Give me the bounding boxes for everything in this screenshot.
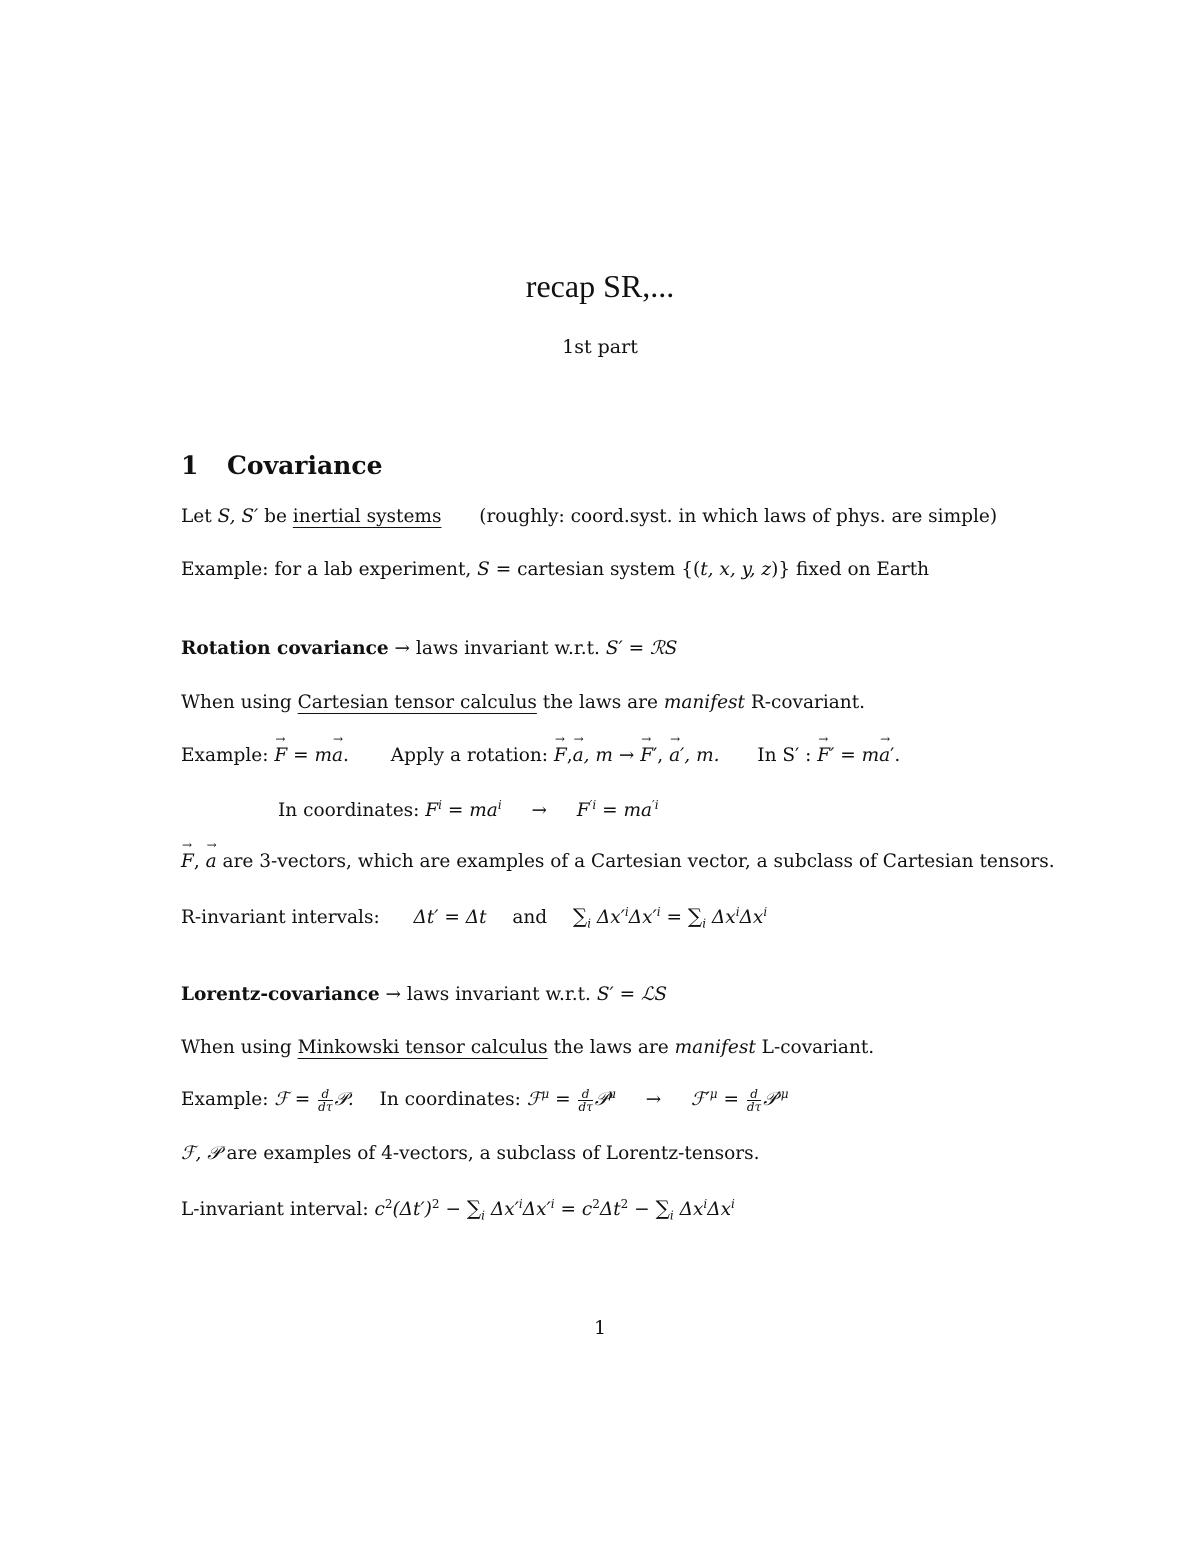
superscript: i	[731, 1196, 735, 1211]
paragraph-l-invariant-interval	[181, 1196, 735, 1223]
math: ℱ	[526, 1089, 542, 1111]
paragraph-lab-example	[181, 559, 929, 580]
paragraph-in-coordinates	[278, 798, 659, 821]
document-subtitle: 1st part	[562, 336, 638, 358]
text: Example:	[181, 1089, 269, 1111]
math: , m →	[583, 745, 635, 766]
math: ℱ, 𝒫	[181, 1143, 221, 1164]
text: are 3-vectors, which are examples of a Cartesian vector, a subclass of Cartesian tensors.	[222, 851, 1055, 872]
math: Δt	[599, 1199, 621, 1220]
math: S, S′	[217, 506, 259, 527]
superscript: 2	[620, 1196, 629, 1211]
math: ℛS	[650, 638, 678, 659]
paragraph-cartesian-tensor	[181, 692, 865, 713]
superscript: i	[624, 904, 629, 919]
text: Apply a rotation:	[390, 745, 549, 766]
math: Δx′	[522, 1199, 551, 1220]
math: =	[619, 984, 636, 1005]
math: =	[723, 1089, 739, 1111]
math: =	[666, 907, 683, 928]
text: be	[264, 506, 287, 527]
text: and	[512, 907, 548, 928]
sum-symbol: ∑	[655, 1196, 670, 1220]
text: In coordinates:	[278, 800, 420, 822]
math: Δx	[711, 907, 736, 928]
math: S′	[605, 638, 623, 659]
superscript: i	[656, 904, 661, 919]
vector-symbol: → F	[181, 851, 194, 872]
math: Δx	[707, 1199, 732, 1220]
text: When using	[181, 1037, 292, 1058]
vector-symbol: → a	[669, 745, 680, 766]
superscript: μ	[541, 1087, 550, 1101]
text: )} fixed on Earth	[771, 559, 930, 580]
superscript: μ	[780, 1087, 789, 1101]
math: =	[628, 638, 645, 659]
text: → laws invariant w.r.t.	[385, 984, 591, 1005]
math: F	[576, 800, 590, 822]
text: Let	[181, 506, 212, 527]
math: (Δt′)	[392, 1199, 432, 1220]
math: t, x, y, z	[700, 559, 772, 580]
text: In coordinates:	[379, 1089, 521, 1111]
math: S	[477, 559, 490, 580]
text: → laws invariant w.r.t.	[394, 638, 600, 659]
text: R-invariant intervals:	[181, 907, 380, 928]
math: Δt′ = Δt	[413, 907, 487, 928]
section-number: 1	[181, 451, 199, 480]
text: L-invariant interval:	[181, 1199, 369, 1220]
text: R-covariant.	[750, 692, 866, 713]
fraction: $\frac{d}{d\tau}$	[746, 1086, 762, 1114]
subscript: i	[481, 1208, 485, 1223]
vector-symbol: → F	[274, 745, 287, 766]
subscript: i	[587, 916, 592, 931]
section-title: Covariance	[227, 451, 383, 480]
text: are examples of 4-vectors, a subclass of Lorentz-tensors.	[226, 1143, 760, 1164]
superscript: ′i	[652, 798, 659, 812]
text: L-covariant.	[761, 1037, 875, 1058]
vector-symbol: → F	[554, 745, 567, 766]
math: = m	[293, 745, 333, 766]
vector-symbol: → a	[573, 745, 584, 766]
text: Example: for a lab experiment,	[181, 559, 472, 580]
math: 𝒫.	[334, 1089, 354, 1111]
superscript: i	[438, 798, 442, 812]
text: When using	[181, 692, 292, 713]
text: (roughly: coord.syst. in which laws of phys. are simple)	[479, 506, 998, 527]
math: ′,	[653, 745, 664, 766]
italic-term: manifest	[674, 1037, 756, 1058]
section-heading	[181, 451, 382, 480]
text: the laws are	[542, 692, 658, 713]
bold-term: Rotation covariance	[181, 638, 389, 659]
superscript: i	[497, 798, 502, 812]
arrow: →	[645, 1089, 662, 1111]
underlined-term: Cartesian tensor calculus	[297, 692, 537, 713]
math: In S′ :	[757, 745, 812, 766]
sum-symbol: ∑	[572, 904, 588, 928]
superscript: μ	[709, 1087, 718, 1101]
math: −	[445, 1199, 461, 1220]
paragraph-newton-example	[181, 745, 900, 766]
paragraph-four-force-example	[181, 1087, 789, 1113]
math: ,	[193, 851, 200, 872]
underlined-term: inertial systems	[292, 506, 442, 527]
page-number: 1	[593, 1317, 607, 1339]
paragraph-three-vectors	[181, 851, 1055, 872]
paragraph-inertial-systems	[181, 506, 997, 527]
math: c	[374, 1199, 385, 1220]
superscript: μ	[608, 1087, 616, 1101]
math: Δx′	[490, 1199, 519, 1220]
superscript: 2	[592, 1196, 600, 1211]
math: Δx′	[596, 907, 625, 928]
math: ℒS	[641, 984, 667, 1005]
math: Δx	[679, 1199, 704, 1220]
superscript: 2	[384, 1196, 393, 1211]
math: = ma	[447, 800, 498, 822]
superscript: ′i	[589, 798, 597, 812]
paragraph-r-invariant-intervals	[181, 904, 767, 931]
bold-term: Lorentz-covariance	[181, 984, 380, 1005]
math: F	[425, 800, 439, 822]
vector-symbol: → F	[817, 745, 830, 766]
math: 𝒫′	[763, 1089, 781, 1111]
superscript: i	[550, 1196, 555, 1211]
vector-symbol: → F	[640, 745, 653, 766]
paragraph-lorentz-covariance	[181, 984, 667, 1005]
math: Δx	[739, 907, 764, 928]
superscript: i	[518, 1196, 523, 1211]
math: =	[555, 1089, 571, 1111]
math: ′.	[890, 745, 901, 766]
math: ℱ =	[274, 1089, 311, 1111]
text: Example:	[181, 745, 269, 766]
superscript: i	[763, 904, 768, 919]
arrow: →	[531, 800, 547, 822]
math: 𝒫	[594, 1089, 609, 1111]
italic-term: manifest	[663, 692, 745, 713]
superscript: i	[703, 1196, 708, 1211]
math: = c	[560, 1199, 593, 1220]
math: −	[634, 1199, 650, 1220]
math: .	[343, 745, 349, 766]
document-title: recap SR,...	[525, 268, 675, 304]
math: S′	[596, 984, 614, 1005]
paragraph-four-vectors	[181, 1143, 760, 1164]
vector-symbol: → a	[206, 851, 217, 872]
math: ℱ′	[691, 1089, 710, 1111]
fraction: $\frac{d}{d\tau}$	[318, 1086, 333, 1114]
superscript: 2	[431, 1196, 440, 1211]
paragraph-rotation-covariance	[181, 638, 677, 659]
subscript: i	[669, 1208, 674, 1223]
text: = cartesian system {(	[495, 559, 701, 580]
sum-symbol: ∑	[687, 904, 703, 928]
math: Δx′	[628, 907, 657, 928]
math: = ma	[602, 800, 653, 822]
math: ,	[566, 745, 573, 766]
superscript: i	[735, 904, 740, 919]
sum-symbol: ∑	[466, 1196, 482, 1220]
vector-symbol: → a	[332, 745, 343, 766]
paragraph-minkowski-tensor	[181, 1037, 874, 1058]
math: ′ = m	[830, 745, 880, 766]
fraction: $\frac{d}{d\tau}$	[578, 1086, 593, 1114]
subscript: i	[702, 916, 707, 931]
text: the laws are	[553, 1037, 669, 1058]
math: ′, m.	[680, 745, 720, 766]
vector-symbol: → a	[879, 745, 890, 766]
underlined-term: Minkowski tensor calculus	[297, 1037, 548, 1058]
